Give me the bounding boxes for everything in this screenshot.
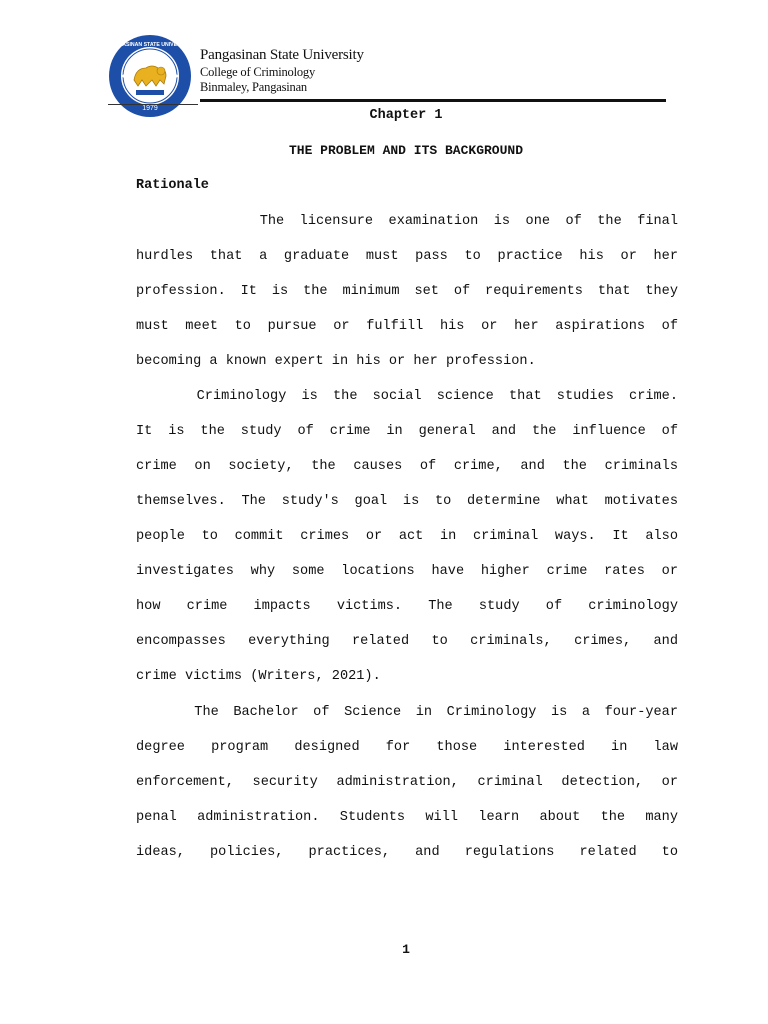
text-line: enforcement, security administration, criminal detection, or [136,775,678,790]
chapter-title: THE PROBLEM AND ITS BACKGROUND [288,143,524,158]
text-line: It is the study of crime in general and the influence of [136,424,678,439]
text-line: becoming a known expert in his or her profession. [136,354,536,369]
text-line: Criminology is the social science that studies crime. [136,389,678,404]
letterhead [200,46,364,95]
text-line: must meet to pursue or fulfill his or her aspirations of [136,319,678,334]
text-line: degree program designed for those interested in law [136,740,678,755]
text-line: crime on society, the causes of crime, and the criminals [136,459,678,474]
text-line: penal administration. Students will learn about the many [136,810,678,825]
campus-location: Binmaley, Pangasinan [200,80,307,94]
text-line: hurdles that a graduate must pass to practice his or her [136,249,678,264]
text-line: investigates why some locations have higher crime rates or [136,564,678,579]
seal-year: 1979 [142,105,158,112]
seal-arc-text: PANGASINAN STATE UNIVERSITY [108,42,192,48]
university-name: Pangasinan State University [200,47,364,63]
text-line: people to commit crimes or act in criminal ways. It also [136,529,678,544]
college-name: College of Criminology [200,65,316,79]
text-line: profession. It is the minimum set of requirements that they [136,284,678,299]
letterhead-rule-thin [108,104,198,105]
text-line: ideas, policies, practices, and regulations related to [136,845,678,860]
text-line: how crime impacts victims. The study of criminology [136,599,678,614]
text-line: The licensure examination is one of the final [136,214,678,229]
letterhead-rule [200,99,666,102]
text-line: encompasses everything related to criminals, crimes, and [136,634,678,649]
text-line: crime victims (Writers, 2021). [136,669,381,684]
page-number: 1 [402,942,410,957]
text-line: The Bachelor of Science in Criminology is a four-year [136,705,678,720]
university-seal-icon [108,34,192,118]
text-line: themselves. The study's goal is to determine what motivates [136,494,678,509]
chapter-heading: Chapter 1 [369,108,443,123]
section-heading: Rationale [136,178,209,193]
